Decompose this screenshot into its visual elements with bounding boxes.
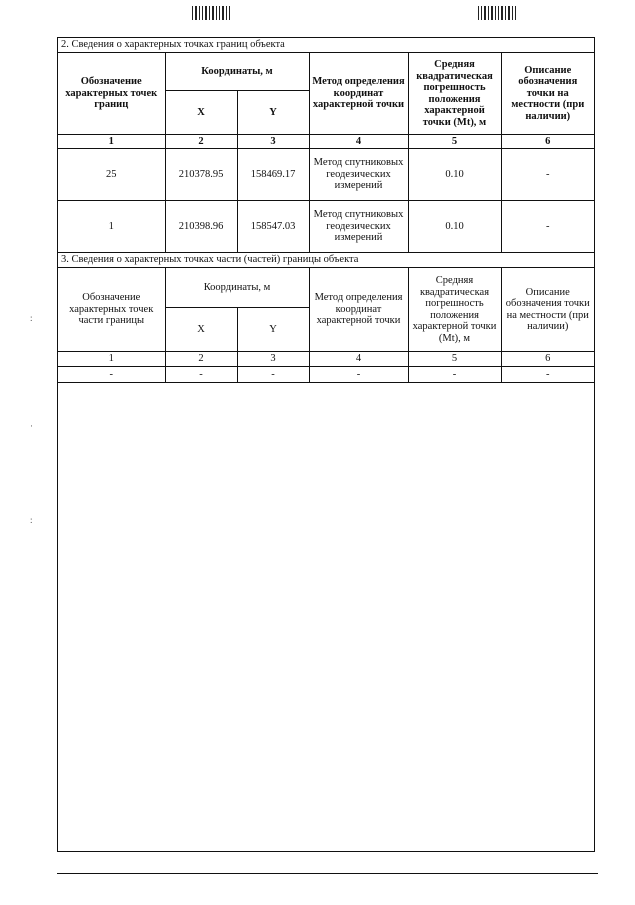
- column-number: 2: [165, 135, 237, 149]
- x-cell: 210378.95: [165, 149, 237, 201]
- header-coords: Координаты, м: [165, 53, 309, 91]
- column-number: 5: [408, 352, 501, 367]
- column-number: 3: [237, 352, 309, 367]
- section3-title: 3. Сведения о характерных точках части (частей) границы объекта: [58, 253, 594, 268]
- column-number: 2: [165, 352, 237, 367]
- bottom-rule: [57, 873, 598, 874]
- desc-cell: -: [501, 201, 594, 253]
- x-cell: 210398.96: [165, 201, 237, 253]
- header-accuracy: Средняя квадратическая погрешность положения характерной точки (Mt), м: [408, 268, 501, 352]
- table-row: [58, 367, 594, 383]
- mt-cell: 0.10: [408, 149, 501, 201]
- header-designation: Обозначение характерных точек части границы: [58, 268, 165, 352]
- column-number: 4: [309, 352, 408, 367]
- desc-cell: -: [501, 149, 594, 201]
- column-number: 6: [501, 135, 594, 149]
- header-x: X: [165, 308, 237, 352]
- margin-mark: ·: [30, 421, 33, 431]
- barcode-right: [478, 6, 516, 20]
- section3-table: [58, 253, 594, 383]
- column-number: 3: [237, 135, 309, 149]
- barcode-left: [192, 6, 230, 20]
- margin-mark: :: [30, 313, 33, 323]
- point-cell: -: [58, 367, 165, 383]
- header-method: Метод определения координат характерной точки: [309, 53, 408, 135]
- column-number-row: [58, 135, 594, 149]
- method-cell: -: [309, 367, 408, 383]
- method-cell: Метод спутниковых геодезических измерений: [309, 149, 408, 201]
- header-method: Метод определения координат характерной точки: [309, 268, 408, 352]
- header-description: Описание обозначения точки на местности (при наличии): [501, 53, 594, 135]
- margin-mark: :: [30, 515, 33, 525]
- column-number-row: [58, 352, 594, 367]
- mt-cell: 0.10: [408, 201, 501, 253]
- header-y: Y: [237, 308, 309, 352]
- point-cell: 1: [58, 201, 165, 253]
- y-cell: -: [237, 367, 309, 383]
- y-cell: 158547.03: [237, 201, 309, 253]
- header-description: Описание обозначения точки на местности (при наличии): [501, 268, 594, 352]
- x-cell: -: [165, 367, 237, 383]
- header-y: Y: [237, 91, 309, 135]
- table-row: [58, 149, 594, 201]
- header-coords: Координаты, м: [165, 268, 309, 308]
- column-number: 6: [501, 352, 594, 367]
- header-designation: Обозначение характерных точек границ: [58, 53, 165, 135]
- desc-cell: -: [501, 367, 594, 383]
- header-accuracy: Средняя квадратическая погрешность положения характерной точки (Mt), м: [408, 53, 501, 135]
- column-number: 1: [58, 352, 165, 367]
- method-cell: Метод спутниковых геодезических измерений: [309, 201, 408, 253]
- header-x: X: [165, 91, 237, 135]
- section2-table: [58, 38, 594, 253]
- section2-title: 2. Сведения о характерных точках границ объекта: [58, 38, 594, 53]
- column-number: 1: [58, 135, 165, 149]
- column-number: 4: [309, 135, 408, 149]
- column-number: 5: [408, 135, 501, 149]
- table-row: [58, 201, 594, 253]
- point-cell: 25: [58, 149, 165, 201]
- y-cell: 158469.17: [237, 149, 309, 201]
- document-frame: [57, 37, 595, 852]
- mt-cell: -: [408, 367, 501, 383]
